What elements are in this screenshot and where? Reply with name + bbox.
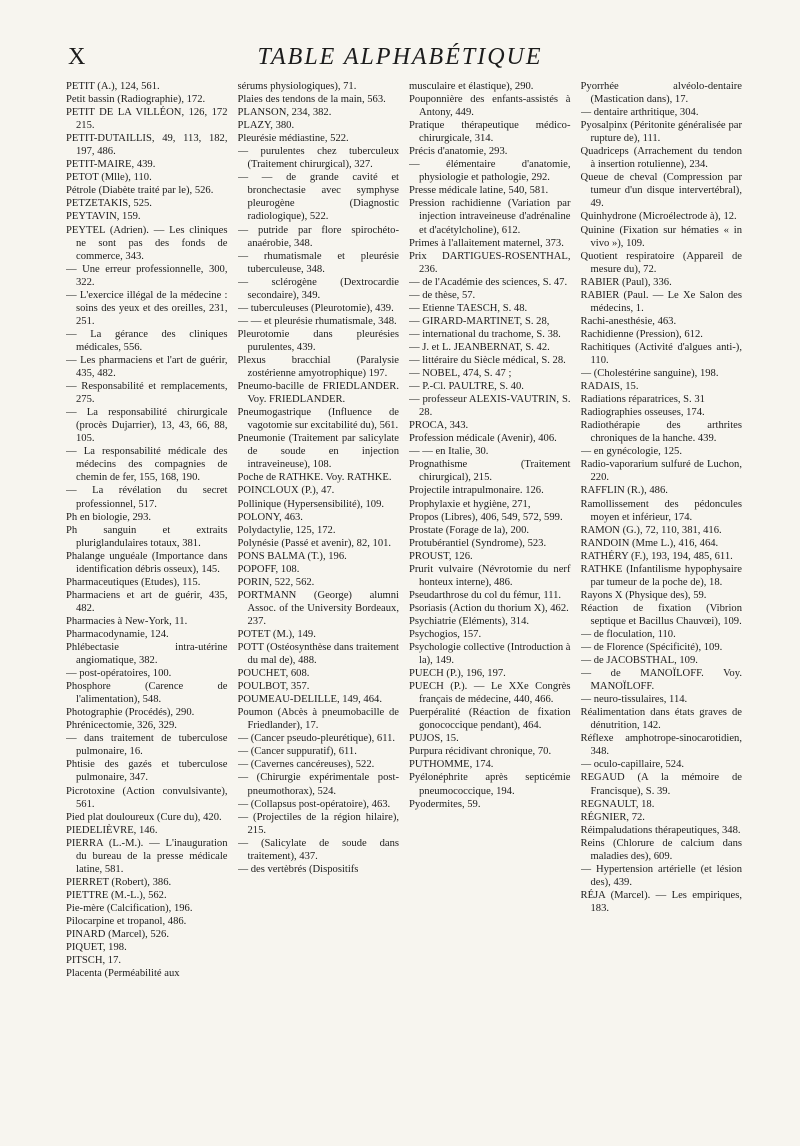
index-entry: RABIER (Paul), 336. xyxy=(580,276,672,288)
index-entry: — La gérance des cliniques médicales, 556. xyxy=(66,328,228,353)
index-entry: RATHKE (Infantilisme hypophysaire par tumeur de la poche de), 18. xyxy=(580,563,742,588)
index-entry: — (Chirurgie expérimentale post-pneumothorax), 524. xyxy=(237,772,399,797)
index-entry: POUMEAU-DELILLE, 149, 464. xyxy=(237,694,382,706)
index-entry: Pneumonie (Traitement par salicylate de soude en injection intraveineuse), 108. xyxy=(237,433,399,471)
index-entry: PLAZY, 380. xyxy=(237,120,295,132)
index-entry: — putride par flore spirochéto-anaérobie, 348. xyxy=(237,224,399,249)
index-entry: Rayons X (Physique des), 59. xyxy=(580,589,707,601)
index-entry: — (Cancer suppuratif), 611. xyxy=(237,746,357,758)
index-entry: PUJOS, 15. xyxy=(409,733,459,745)
index-entry: Prophylaxie et hygiène, 271, xyxy=(409,498,531,510)
index-entry: Propos (Libres), 406, 549, 572, 599. xyxy=(409,511,563,523)
index-entry: — (Salicylate de soude dans traitement), 437. xyxy=(237,837,399,862)
index-entry: REGNAULT, 18. xyxy=(580,798,655,810)
index-entry: RABIER (Paul. — Le Xe Salon des médecins, 1. xyxy=(580,289,742,314)
index-entry: — dentaire arthritique, 304. xyxy=(580,107,699,119)
index-entry: — sclérogène (Dextrocardie secondaire), 349. xyxy=(237,276,399,301)
index-entry: Pharmaceutiques (Etudes), 115. xyxy=(66,576,201,588)
index-entry: Pyosalpinx (Péritonite généralisée par rupture de), 111. xyxy=(580,120,742,145)
index-entry: Pleurésie médiastine, 522. xyxy=(237,133,349,145)
index-entry: — Etienne TAESCH, S. 48. xyxy=(409,302,528,314)
index-column-1 xyxy=(66,80,228,1130)
index-entry: PINARD (Marcel), 526. xyxy=(66,929,169,941)
index-entry: Pouponnière des enfants-assistés à Antony, 449. xyxy=(409,94,571,119)
index-entry: — (Cavernes cancéreuses), 522. xyxy=(237,759,375,771)
index-entry: POPOFF, 108. xyxy=(237,563,300,575)
index-entry: Queue de cheval (Compression par tumeur d'un disque intervertébral), 49. xyxy=(580,172,742,210)
index-entry: Pression rachidienne (Variation par injection intraveineuse d'adrénaline et d'acétylcholine), 612. xyxy=(409,198,571,236)
index-column-4 xyxy=(581,80,743,1130)
index-entry: — de l'Académie des sciences, S. 47. xyxy=(409,276,568,288)
index-entry: Projectile intrapulmonaire. 126. xyxy=(409,485,544,497)
index-entry: Photographie (Procédés), 290. xyxy=(66,707,195,719)
index-entry: Pneumo-bacille de FRIEDLANDER. Voy. FRIEDLANDER. xyxy=(237,381,399,406)
index-entry: Pseudarthrose du col du fémur, 111. xyxy=(409,589,562,601)
index-entry: Psychogios, 157. xyxy=(409,628,482,640)
index-entry: — La responsabilité chirurgicale (procès Dujarrier), 13, 43, 66, 88, 105. xyxy=(66,407,228,445)
index-entry: Purpura récidivant chronique, 70. xyxy=(409,746,552,758)
index-entry: Prix DARTIGUES-ROSENTHAL, 236. xyxy=(409,250,571,275)
index-entry: Réaction de fixation (Vibrion septique et Bacillus Chauvœi), 109. xyxy=(580,602,742,627)
index-entry: — J. et L. JEANBERNAT, S. 42. xyxy=(409,341,550,353)
index-entry: Radiographies osseuses, 174. xyxy=(580,407,705,419)
index-entry: Prostate (Forage de la), 200. xyxy=(409,524,530,536)
index-entry: — Responsabilité et remplacements, 275. xyxy=(66,381,228,406)
index-entry: Plexus bracchial (Paralysie zostérienne amyotrophique) 197. xyxy=(237,354,399,380)
index-entry: — oculo-capillaire, 524. xyxy=(580,759,685,771)
index-entry: Poumon (Abcès à pneumobacille de Friedlander), 17. xyxy=(237,707,399,732)
index-entry: Primes à l'allaitement maternel, 373. xyxy=(409,237,564,249)
index-entry: — GIRARD-MARTINET, S. 28, xyxy=(409,315,550,327)
index-entry: Radiations réparatrices, S. 31 xyxy=(580,394,705,406)
index-entry: Quotient respiratoire (Appareil de mesure du), 72. xyxy=(580,250,742,275)
index-entry: Pharmaciens et art de guérir, 435, 482. xyxy=(66,589,228,614)
index-entry: Phrénicectomie, 326, 329. xyxy=(66,720,177,732)
index-entry: Prognathisme (Traitement chirurgical), 215. xyxy=(409,459,571,484)
index-entry: Radiothérapie des arthrites chroniques de la hanche. 439. xyxy=(580,420,742,445)
index-entry: RAFFLIN (R.), 486. xyxy=(580,485,668,497)
index-entry: Ph sanguin et extraits pluriglandulaires totaux, 381. xyxy=(66,524,228,549)
index-entry: PEYTAVIN, 159. xyxy=(66,211,141,223)
index-entry: Pratique thérapeutique médico-chirurgicale, 314. xyxy=(409,120,571,145)
index-entry: Phosphore (Carence de l'alimentation), 548. xyxy=(66,681,228,706)
index-entry: Puerpéralité (Réaction de fixation gonococcique pendant), 464. xyxy=(409,707,571,732)
index-entry: PETOT (Mlle), 110. xyxy=(66,172,152,184)
index-entry: — de Florence (Spécificité), 109. xyxy=(580,642,723,654)
index-entry: Pollinique (Hypersensibilité), 109. xyxy=(237,498,385,510)
index-entry: Prurit vulvaire (Névrotomie du nerf honteux interne), 486. xyxy=(409,563,571,588)
index-entry: POTT (Ostéosynthèse dans traitement du mal de), 488. xyxy=(237,642,399,667)
index-entry: PORTMANN (George) alumni Assoc. of the University Bordeaux, 237. xyxy=(237,589,399,627)
index-entry: — littéraire du Siècle médical, S. 28. xyxy=(409,354,566,366)
index-entry: RAMON (G.), 72, 110, 381, 416. xyxy=(580,524,722,536)
index-entry: REGAUD (A la mémoire de Francisque), S. 39. xyxy=(580,772,742,797)
page-title: TABLE ALPHABÉTIQUE xyxy=(257,44,543,70)
index-entry: Pyorrhée alvéolo-dentaire (Mastication dans), 17. xyxy=(580,81,742,106)
index-entry: Poche de RATHKE. Voy. RATHKE. xyxy=(237,472,392,484)
index-entry: Placenta (Perméabilité aux xyxy=(66,968,180,980)
index-entry: — élémentaire d'anatomie, physiologie et pathologie, 292. xyxy=(409,159,571,184)
index-entry: — — et pleurésie rhumatismale, 348. xyxy=(237,315,397,327)
index-entry: Précis d'anatomie, 293. xyxy=(409,146,508,158)
index-entry: PIETTRE (M.-L.), 562. xyxy=(66,889,167,901)
index-entry: Quadriceps (Arrachement du tendon à insertion rotulienne), 234. xyxy=(580,146,742,171)
index-entry: — NOBEL, 474, S. 47 ; xyxy=(409,368,512,380)
index-entry: Rachi-anesthésie, 463. xyxy=(580,315,677,327)
index-entry: Plaies des tendons de la main, 563. xyxy=(237,94,386,106)
index-entry: PUTHOMME, 174. xyxy=(409,759,494,771)
index-entry: — de thèse, 57. xyxy=(409,289,476,301)
index-entry: — La responsabilité médicale des médecins des compagnies de chemin de fer, 155, 168, 190. xyxy=(66,446,228,484)
index-entry: PETIT-MAIRE, 439. xyxy=(66,159,156,171)
index-entry: Rachidienne (Pression), 612. xyxy=(580,328,703,340)
index-entry: — en gynécologie, 125. xyxy=(580,446,682,458)
index-entry: PIERRA (L.-M.). — L'inauguration du bureau de la presse médicale latine, 581. xyxy=(66,837,228,875)
index-entry: — post-opératoires, 100. xyxy=(66,668,172,680)
index-entry: — professeur ALEXIS-VAUTRIN, S. 28. xyxy=(409,394,571,419)
index-entry: Polydactylie, 125, 172. xyxy=(237,524,336,536)
index-entry: PIERRET (Robert), 386. xyxy=(66,876,172,888)
index-entry: Pharmacies à New-York, 11. xyxy=(66,615,188,627)
index-entry: — (Projectiles de la région hilaire), 215. xyxy=(237,811,399,836)
index-entry: POLONY, 463. xyxy=(237,511,303,523)
index-entry: Psychologie collective (Introduction à la), 149. xyxy=(409,642,571,667)
index-entry: Réalimentation dans états graves de dénutrition, 142. xyxy=(580,707,742,732)
index-entry: — Une erreur professionnelle, 300, 322. xyxy=(66,263,228,288)
index-entry: PETIT (A.), 124, 561. xyxy=(66,81,160,92)
index-entry: sérums physiologiques), 71. xyxy=(237,81,357,92)
index-entry: PETIT DE LA VILLÉON, 126, 172 215. xyxy=(66,107,228,132)
index-entry: — (Cholestérine sanguine), 198. xyxy=(580,368,719,380)
index-entry: — Les pharmaciens et l'art de guérir, 435, 482. xyxy=(66,354,228,380)
index-entry: Presse médicale latine, 540, 581. xyxy=(409,185,549,197)
index-entry: PLANSON, 234, 382. xyxy=(237,107,332,119)
index-entry: — de MANOÏLOFF. Voy. MANOÏLOFF. xyxy=(580,668,742,693)
index-entry: Phtisie des gazés et tuberculose pulmonaire, 347. xyxy=(66,759,228,784)
page-header xyxy=(0,44,800,74)
index-entry: — — en Italie, 30. xyxy=(409,446,489,458)
index-entry: PUECH (P.), 196, 197. xyxy=(409,668,506,680)
index-entry: Polynésie (Passé et avenir), 82, 101. xyxy=(237,537,392,549)
index-entry: POUCHET, 608. xyxy=(237,668,310,680)
index-entry: Picrotoxine (Action convulsivante), 561. xyxy=(66,785,228,810)
index-entry: — (Cancer pseudo-pleurétique), 611. xyxy=(237,733,396,745)
index-entry: — rhumatismale et pleurésie tuberculeuse, 348. xyxy=(237,250,399,275)
index-entry: POTET (M.), 149. xyxy=(237,628,316,640)
index-entry: Phlébectasie intra-utérine angiomatique, 382. xyxy=(66,642,228,667)
index-column-3 xyxy=(409,80,571,1130)
index-entry: Profession médicale (Avenir), 406. xyxy=(409,433,557,445)
index-entry: Psoriasis (Action du thorium X), 462. xyxy=(409,602,569,614)
index-entry: Ramollissement des pédoncules moyen et inférieur, 174. xyxy=(580,498,742,523)
index-entry: Réflexe amphotrope-sinocarotidien, 348. xyxy=(580,733,742,758)
index-entry: Ph en biologie, 293. xyxy=(66,511,152,523)
index-entry: — neuro-tissulaires, 114. xyxy=(580,694,688,706)
index-entry: Pleurotomie dans pleurésies purulentes, 439. xyxy=(237,328,399,353)
index-entry: PROUST, 126. xyxy=(409,550,473,562)
index-entry: Protubérantiel (Syndrome), 523. xyxy=(409,537,547,549)
index-entry: PITSCH, 17. xyxy=(66,955,122,967)
index-entry: Rachitiques (Activité d'algues anti-), 110. xyxy=(580,341,742,366)
index-entry: — purulentes chez tuberculeux (Traitement chirurgical), 327. xyxy=(237,146,399,171)
index-entry: Reins (Chlorure de calcium dans maladies des), 609. xyxy=(580,837,742,862)
index-entry: — L'exercice illégal de la médecine : soins des yeux et des oreilles, 231, 251. xyxy=(66,289,228,327)
index-entry: Pétrole (Diabète traité par le), 526. xyxy=(66,185,214,197)
index-entry: Pneumogastrique (Influence de vagotomie sur excitabilité du), 561. xyxy=(237,407,399,432)
index-entry: Réimpaludations thérapeutiques, 348. xyxy=(580,824,741,836)
index-entry: — (Collapsus post-opératoire), 463. xyxy=(237,798,391,810)
index-entry: RADAIS, 15. xyxy=(580,381,639,393)
index-entry: POULBOT, 357. xyxy=(237,681,310,693)
index-entry: PIEDELIÈVRE, 146. xyxy=(66,824,158,836)
index-entry: Pyodermites, 59. xyxy=(409,798,481,810)
index-entry: — de JACOBSTHAL, 109. xyxy=(580,655,698,667)
index-entry: — dans traitement de tuberculose pulmonaire, 16. xyxy=(66,733,228,758)
index-entry: Quinine (Fixation sur hématies « in vivo »), 109. xyxy=(580,224,742,249)
index-entry: RANDOIN (Mme L.), 416, 464. xyxy=(580,537,719,549)
index-entry: PUECH (P.). — Le XXe Congrès français de médecine, 440, 466. xyxy=(409,681,571,706)
index-entry: RATHÉRY (F.), 193, 194, 485, 611. xyxy=(580,550,733,562)
page-number: X xyxy=(68,44,87,70)
index-entry: — tuberculeuses (Pleurotomie), 439. xyxy=(237,302,394,314)
index-entry: Pie-mère (Calcification), 196. xyxy=(66,902,193,914)
index-entry: — La révélation du secret professionnel, 517. xyxy=(66,485,228,510)
index-entry: Pyélonéphrite après septicémie pneumococcique, 194. xyxy=(409,772,571,797)
index-entry: musculaire et élastique), 290. xyxy=(409,81,534,92)
index-entry: — international du trachome, S. 38. xyxy=(409,328,561,340)
index-entry: Pied plat douloureux (Cure du), 420. xyxy=(66,811,222,823)
index-columns xyxy=(66,80,742,1130)
index-entry: Psychiatrie (Eléments), 314. xyxy=(409,615,530,627)
index-entry: PETZETAKIS, 525. xyxy=(66,198,152,210)
index-entry: Phalange unguéale (Importance dans identification débris osseux), 145. xyxy=(66,550,228,575)
index-entry: Pilocarpine et tropanol, 486. xyxy=(66,916,187,927)
index-entry: — P.-Cl. PAULTRE, S. 40. xyxy=(409,381,524,393)
index-entry: PONS BALMA (T.), 196. xyxy=(237,550,347,562)
index-entry: PROCA, 343. xyxy=(409,420,469,432)
index-entry: Petit bassin (Radiographie), 172. xyxy=(66,94,206,106)
index-entry: Radio-vaporarium sulfuré de Luchon, 220. xyxy=(580,459,742,484)
index-entry: — Hypertension artérielle (et lésion des), 439. xyxy=(580,863,742,888)
index-entry: — de floculation, 110. xyxy=(580,628,676,640)
index-entry: — des vertèbrés (Dispositifs xyxy=(237,863,359,875)
index-entry: — — de grande cavité et bronchectasie avec symphyse pleurogène (Diagnostic radiologique), 522. xyxy=(237,172,399,223)
index-entry: RÉGNIER, 72. xyxy=(580,811,645,823)
index-entry: POINCLOUX (P.), 47. xyxy=(237,485,335,497)
index-entry: PIQUET, 198. xyxy=(66,942,127,954)
index-entry: Quinhydrone (Microélectrode à), 12. xyxy=(580,211,737,223)
index-entry: PETIT-DUTAILLIS, 49, 113, 182, 197, 486. xyxy=(66,133,228,158)
index-entry: Pharmacodynamie, 124. xyxy=(66,628,169,640)
index-entry: PEYTEL (Adrien). — Les cliniques ne sont pas des fonds de commerce, 343. xyxy=(66,224,228,262)
index-entry: RÉJA (Marcel). — Les empiriques, 183. xyxy=(580,889,742,914)
index-entry: PORIN, 522, 562. xyxy=(237,576,315,588)
index-column-2 xyxy=(238,80,400,1130)
